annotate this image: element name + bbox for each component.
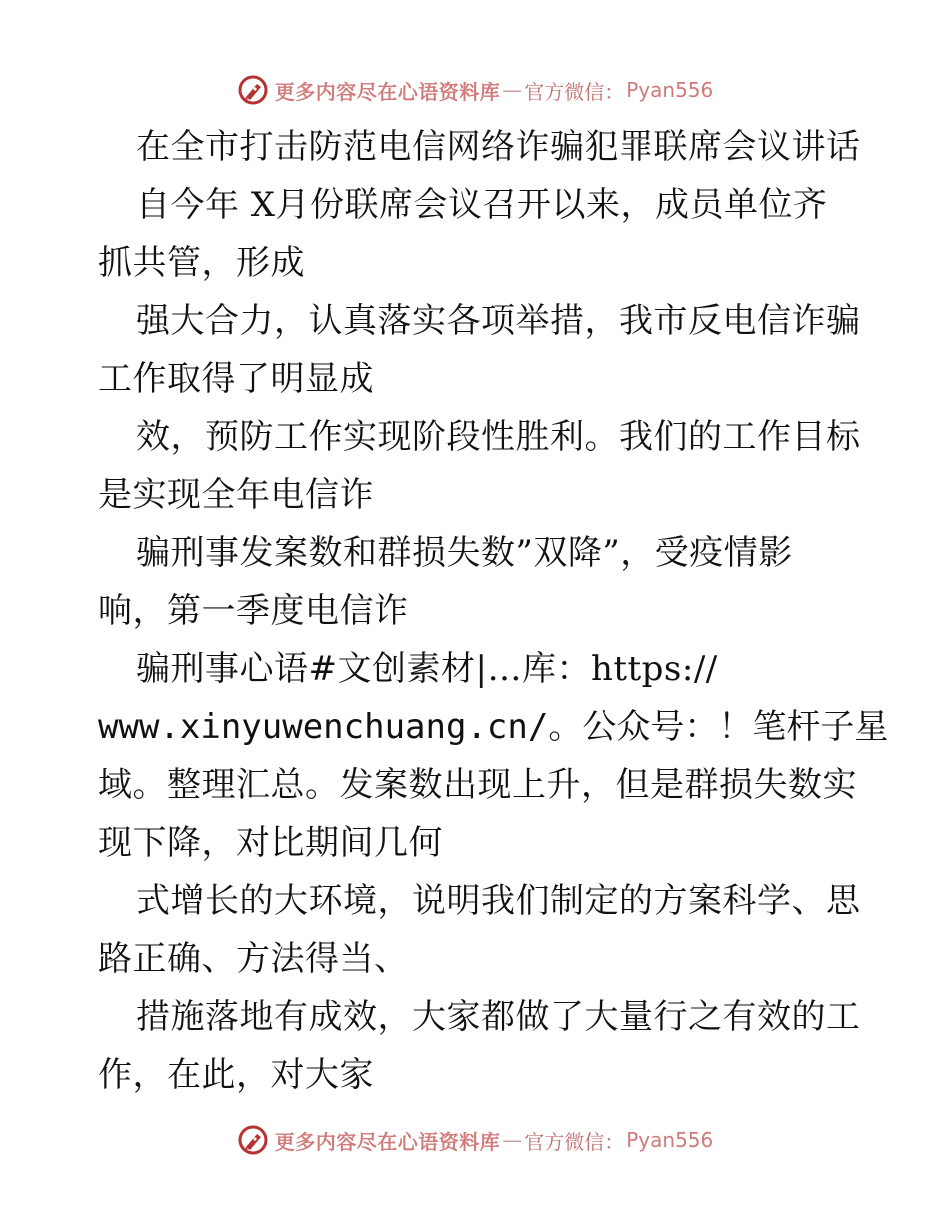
body-line-url: www.xinyuwenchuang.cn/。公众号：！笔杆子星 bbox=[98, 707, 889, 747]
body-line: 路正确、方法得当、 bbox=[98, 939, 409, 979]
body-line: 域。整理汇总。发案数出现上升，但是群损失数实 bbox=[98, 765, 857, 805]
body-line: 是实现全年电信诈 bbox=[98, 475, 374, 515]
header-watermark-banner bbox=[0, 70, 950, 110]
banner-wechat-id: Pyan556 bbox=[626, 1128, 714, 1152]
banner-wechat-id: Pyan556 bbox=[626, 78, 714, 102]
body-line: 自今年 X月份联席会议召开以来，成员单位齐 bbox=[136, 185, 828, 225]
body-line: 响，第一季度电信诈 bbox=[98, 591, 409, 631]
body-line: 作，在此，对大家 bbox=[98, 1055, 374, 1095]
banner-separator: — bbox=[502, 1128, 523, 1152]
body-line: 式增长的大环境，说明我们制定的方案科学、思 bbox=[136, 881, 861, 921]
body-line: 现下降，对比期间几何 bbox=[98, 823, 443, 863]
banner-wechat-label: 官方微信： bbox=[524, 1129, 625, 1154]
pen-nib-circle-icon bbox=[237, 74, 269, 106]
document-title: 在全市打击防范电信网络诈骗犯罪联席会议讲话 bbox=[136, 127, 861, 167]
document-body bbox=[98, 118, 889, 1104]
banner-main-text: 更多内容尽在心语资料库 bbox=[274, 1129, 501, 1154]
body-line: 强大合力，认真落实各项举措，我市反电信诈骗 bbox=[136, 301, 861, 341]
body-line: 骗刑事发案数和群损失数”双降”，受疫情影 bbox=[136, 533, 793, 573]
banner-separator: — bbox=[502, 78, 523, 102]
banner-wechat-label: 官方微信： bbox=[524, 79, 625, 104]
body-line: 措施落地有成效，大家都做了大量行之有效的工 bbox=[136, 997, 861, 1037]
pen-nib-circle-icon bbox=[237, 1124, 269, 1156]
banner-main-text: 更多内容尽在心语资料库 bbox=[274, 79, 501, 104]
body-line: 抓共管，形成 bbox=[98, 243, 305, 283]
body-line: 效，预防工作实现阶段性胜利。我们的工作目标 bbox=[136, 417, 861, 457]
body-line: 骗刑事心语#文创素材|…库：https:// bbox=[136, 649, 718, 689]
body-line: 工作取得了明显成 bbox=[98, 359, 374, 399]
footer-watermark-banner bbox=[0, 1120, 950, 1160]
